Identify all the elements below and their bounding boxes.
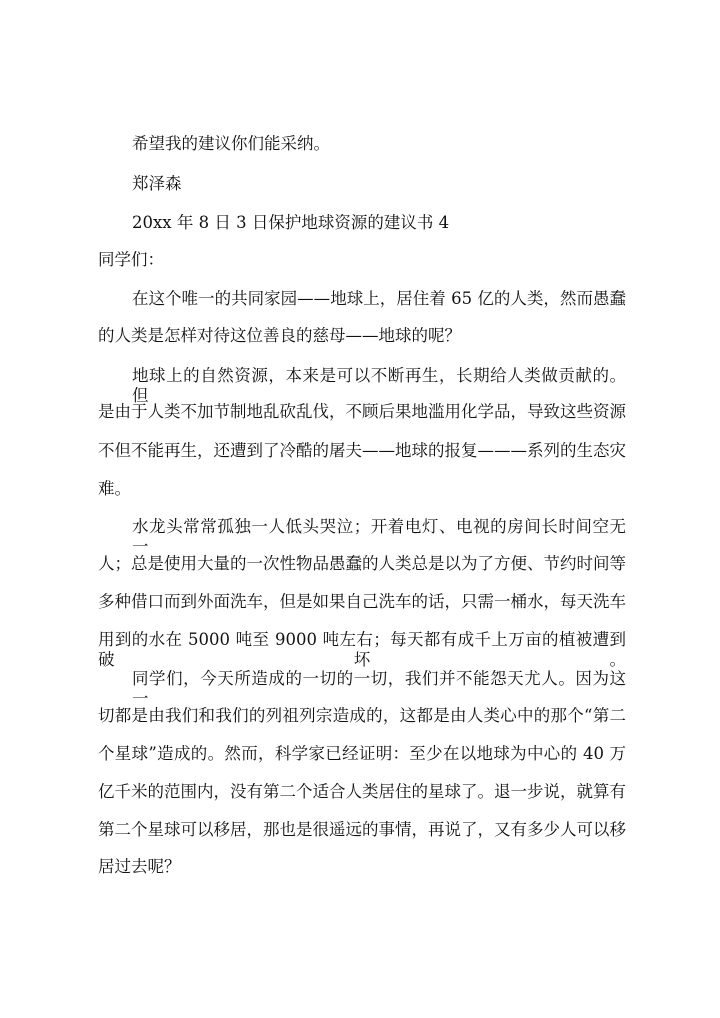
paragraph-4-line-6: 居过去呢？ [98, 857, 181, 876]
paragraph-3-line-1: 水龙头常常孤独一人低头哭泣；开着电灯、电视的房间长时间空无一 [132, 517, 626, 556]
paragraph-2-line-4: 难。 [98, 479, 131, 498]
paragraph-4-line-5: 第二个星球可以移居，那也是很遥远的事情，再说了，又有多少人可以移 [98, 820, 626, 839]
closing-line: 希望我的建议你们能采纳。 [132, 134, 330, 153]
date-title-line: 20xx 年 8 日 3 日保护地球资源的建议书 4 [132, 213, 450, 232]
paragraph-2-line-1: 地球上的自然资源，本来是可以不断再生，长期给人类做贡献的。但 [132, 366, 626, 405]
signature-line: 郑泽森 [132, 174, 182, 193]
paragraph-3-line-3: 多种借口而到外面洗车，但是如果自己洗车的话，只需一桶水，每天洗车 [98, 592, 626, 611]
paragraph-4-line-4: 亿千米的范围内，没有第二个适合人类居住的星球了。退一步说，就算有 [98, 782, 626, 801]
paragraph-1-line-1: 在这个唯一的共同家园——地球上，居住着 65 亿的人类，然而愚蠢 [132, 289, 626, 308]
paragraph-3-line-2: 人；总是使用大量的一次性物品愚蠢的人类总是以为了方便、节约时间等 [98, 554, 626, 573]
paragraph-4-line-1: 同学们，今天所造成的一切的一切，我们并不能怨天尤人。因为这一 [132, 669, 626, 708]
paragraph-4-line-2: 切都是由我们和我们的列祖列宗造成的，这都是由人类心中的那个“第二 [98, 706, 626, 725]
paragraph-2-line-3: 不但不能再生，还遭到了冷酷的屠夫——地球的报复———系列的生态灾 [98, 441, 626, 460]
paragraph-3-line-4: 用到的水在 5000 吨至 9000 吨左右；每天都有成千上万亩的植被遭到破坏。 [98, 630, 626, 669]
paragraph-2-line-2: 是由于人类不加节制地乱砍乱伐，不顾后果地滥用化学品，导致这些资源 [98, 402, 626, 421]
paragraph-4-line-3: 个星球”造成的。然而，科学家已经证明：至少在以地球为中心的 40 万 [98, 744, 626, 763]
paragraph-1-line-2: 的人类是怎样对待这位善良的慈母——地球的呢？ [98, 326, 461, 345]
salutation-line: 同学们： [98, 250, 164, 269]
